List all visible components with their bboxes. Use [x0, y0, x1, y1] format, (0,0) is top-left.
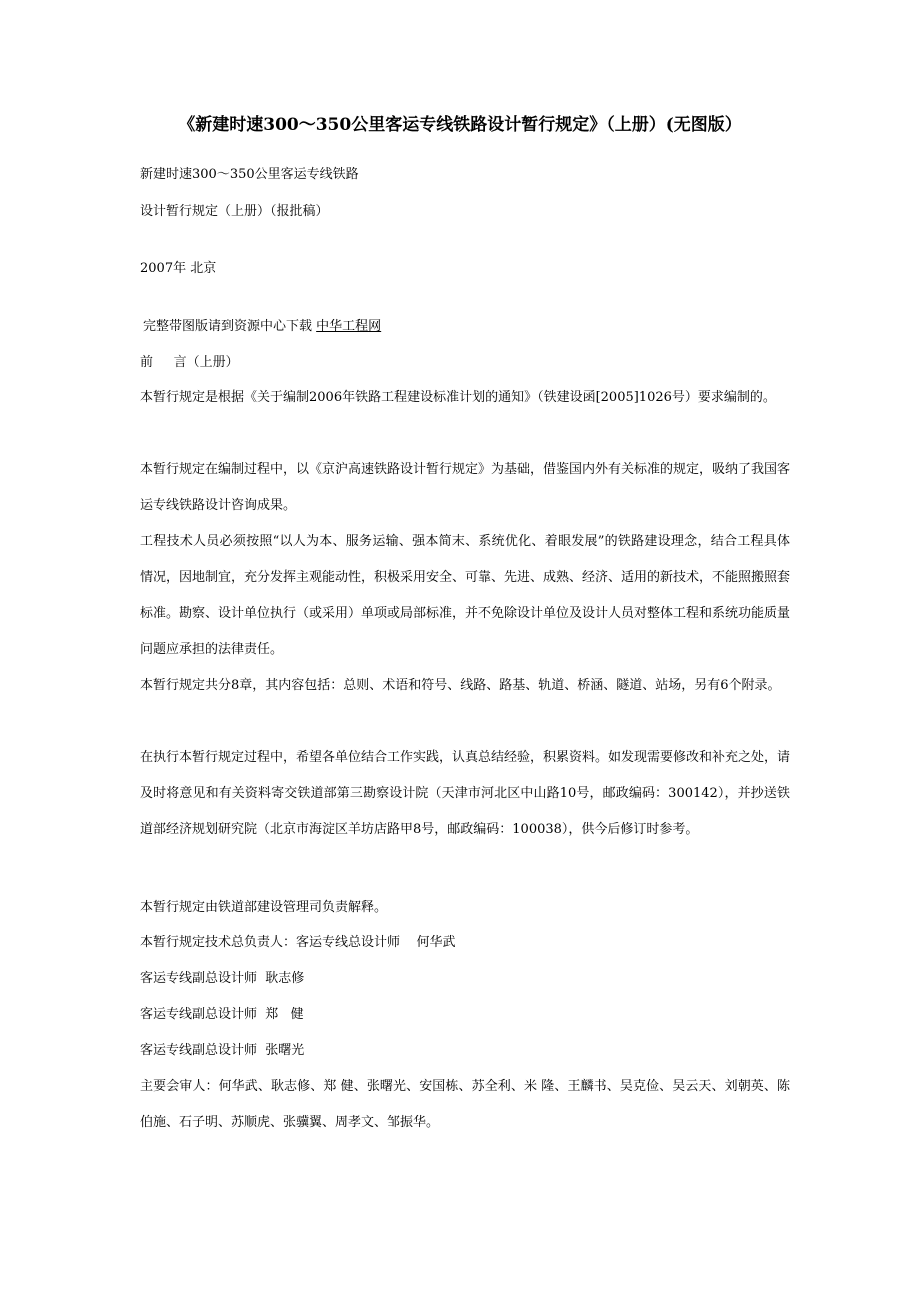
- paragraph-5: 在执行本暂行规定过程中，希望各单位结合工作实践，认真总结经验，积累资料。如发现需要修改和补充之处，请及时将意见和有关资料寄交铁道部第三勘察设计院（天津市河北区中山路10号，邮政编码：300142），并抄送铁道部经济规划研究院（北京市海淀区羊坊店路甲8号，邮政编码：100038），供今后修订时参考。: [140, 750, 791, 837]
- paragraph-8: 客运专线副总设计师 耿志修: [140, 971, 305, 986]
- paragraph-4: 本暂行规定共分8章，其内容包括：总则、术语和符号、线路、路基、轨道、桥涵、隧道、站场，另有6个附录。: [140, 678, 781, 693]
- paragraph-9: 客运专线副总设计师 郑 健: [140, 1007, 304, 1022]
- paragraph-6: 本暂行规定由铁道部建设管理司负责解释。: [140, 900, 388, 915]
- download-link[interactable]: 中华工程网: [316, 319, 382, 334]
- download-notice: [143, 317, 381, 337]
- paragraph-1: 本暂行规定是根据《关于编制2006年铁路工程建设标准计划的通知》（铁建设函[2005]1026号）要求编制的。: [140, 390, 776, 405]
- paragraph-7: 本暂行规定技术总负责人：客运专线总设计师 何华武: [140, 935, 456, 950]
- preface-heading: 前 言（上册）: [140, 355, 239, 370]
- paragraph-11: 主要会审人：何华武、耿志修、郑 健、张曙光、安国栋、苏全利、米 隆、王麟书、吴克俭、吴云天、刘朝英、陈伯施、石子明、苏顺虎、张骥翼、周孝文、邹振华。: [140, 1079, 790, 1130]
- paragraph-3: 工程技术人员必须按照“以人为本、服务运输、强本简末、系统优化、着眼发展”的铁路建设理念，结合工程具体情况，因地制宜，充分发挥主观能动性，积极采用安全、可靠、先进、成熟、经济、适用的新技术，不能照搬照套标准。勘察、设计单位执行（或采用）单项或局部标准，并不免除设计单位及设计人员对整体工程和系统功能质量问题应承担的法律责任。: [140, 534, 791, 657]
- subtitle-line-2: 设计暂行规定（上册）（报批稿）: [140, 204, 329, 219]
- subtitle-line-1: 新建时速300～350公里客运专线铁路: [140, 167, 359, 182]
- download-prefix: 完整带图版请到资源中心下载: [143, 319, 313, 334]
- date-place: 2007年 北京: [140, 261, 217, 276]
- paragraph-10: 客运专线副总设计师 张曙光: [140, 1043, 305, 1058]
- document-title: 《新建时速300～350公里客运专线铁路设计暂行规定》（上册）(无图版）: [178, 115, 742, 135]
- paragraph-2: 本暂行规定在编制过程中，以《京沪高速铁路设计暂行规定》为基础，借鉴国内外有关标准的规定，吸纳了我国客运专线铁路设计咨询成果。: [140, 462, 791, 513]
